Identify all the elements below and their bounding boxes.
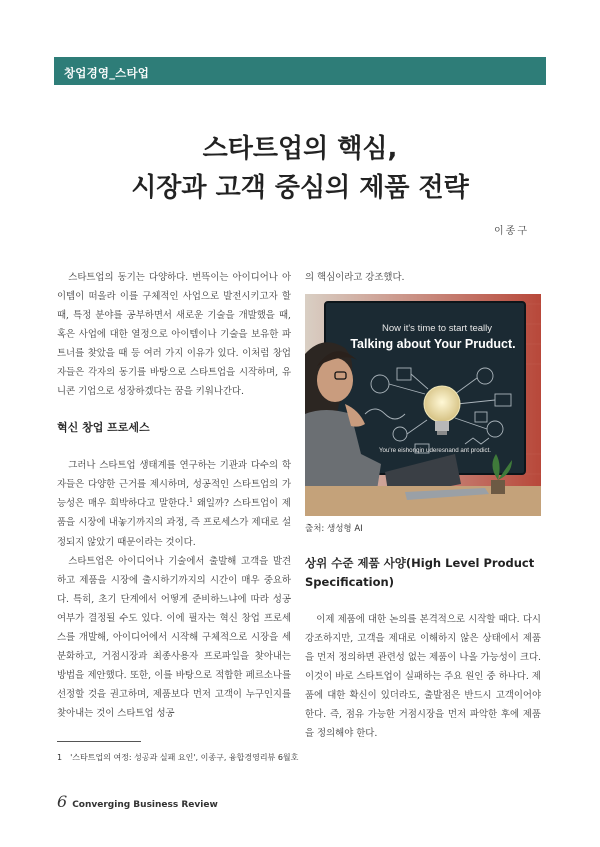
paragraph-spec: 이제 제품에 대한 논의를 본격적으로 시작할 때다. 다시 강조하지만, 고객을 제대로 이해하지 않은 상태에서 제품을 먼저 정의하면 관련성 없는 제품이 나올 가능성이 크다. 이것이 바로 스타트업이 실패하는 주요 원인 중 하나다. 제품에 대한 확신이 있더라도, 출발점은 반드시 고객이어야 한다. 즉, 점유 가능한 거점시장을 먼저 파악한 후에 제품을 정의해야 한다. [305, 614, 541, 740]
intro-paragraph: 스타트업의 동기는 다양하다. 번뜩이는 아이디어나 아이템이 떠올라 이를 구체적인 사업으로 발전시키고자 할 때, 특정 분야를 공부하면서 새로운 기술을 개발했을 때, 혹은 사업에 대한 열정으로 아이템이나 기술을 보유한 파트너를 찾았을 때 등 여러 가지 이유가 있다. 이처럼 창업자들은 각자의 동기를 바탕으로 스타트업을 시작하며, 유니콘 기업으로 성장하겠다는 꿈을 키워나간다. [57, 272, 291, 398]
footnote-ref[interactable]: 1 [189, 497, 193, 505]
continued-paragraph: 의 핵심이라고 강조했다. [305, 272, 405, 283]
footnote-number: 1 [57, 753, 63, 762]
board-line-3: You're eishonqin uderesnand ant prodict. [378, 447, 492, 455]
section-label: 창업경영_스타업 [54, 57, 546, 85]
paragraph-text: 왜일까? 스타트업이 제품을 시장에 내놓기까지의 과정, 즉 프로세스가 제대로 설정되지 않았기 때문이라는 것이다. [57, 498, 291, 548]
board-line-2: Talking about Your Pruduct. [350, 337, 516, 352]
footnote-divider [57, 741, 141, 742]
board-line-1: Now it's time to start teally [381, 323, 493, 335]
title-line-1: 스타트업의 핵심, [202, 134, 398, 164]
paragraph-text: 그러나 스타트업 생태계를 연구하는 기관과 다수의 학자들은 다양한 근거를 제시하며, 성공적인 스타트업의 가능성은 매우 희박하다고 말한다. [57, 460, 291, 510]
right-column [305, 268, 541, 743]
title-line-2: 시장과 고객 중심의 제품 전략 [131, 173, 469, 203]
section-heading-spec: 상위 수준 제품 사양(High Level Product Specification) [305, 556, 535, 590]
article-title [0, 130, 600, 208]
journal-name: Converging Business Review [72, 800, 218, 810]
page-footer [57, 792, 218, 811]
left-column [57, 268, 291, 723]
article-image-illustration [305, 294, 541, 516]
paragraph-process-2: 스타트업은 아이디어나 기술에서 출발해 고객을 발견하고 제품을 시장에 출시하기까지의 시간이 매우 중요하다. 특히, 초기 단계에서 어떻게 준비하느냐에 따라 성공 여부가 결정될 수도 있다. 이에 필자는 혁신 창업 프로세스를 개발해, 아이디어에서 시작해 구체적으로 시장을 세분화하고, 거점시장과 최종사용자 프로파일을 찾아내는 방법을 제안했다. 또한, 이를 바탕으로 적합한 페르소나를 선정할 것을 권고하며, 제품보다 먼저 고객이 누구인지를 찾아내는 것이 스타트업 성공 [57, 555, 291, 719]
section-heading-process: 혁신 창업 프로세스 [57, 421, 150, 435]
image-caption: 출처: 생성형 AI [305, 524, 363, 535]
footnote-text: '스타트업의 여정: 성공과 실패 요인', 이종구, 융합경영리뷰 6월호 [70, 753, 299, 762]
footnote [57, 752, 298, 763]
page-number: 6 [57, 792, 68, 811]
paragraph-process-1 [57, 456, 291, 551]
article-image [305, 294, 541, 516]
author-name: 이종구 [494, 226, 529, 237]
